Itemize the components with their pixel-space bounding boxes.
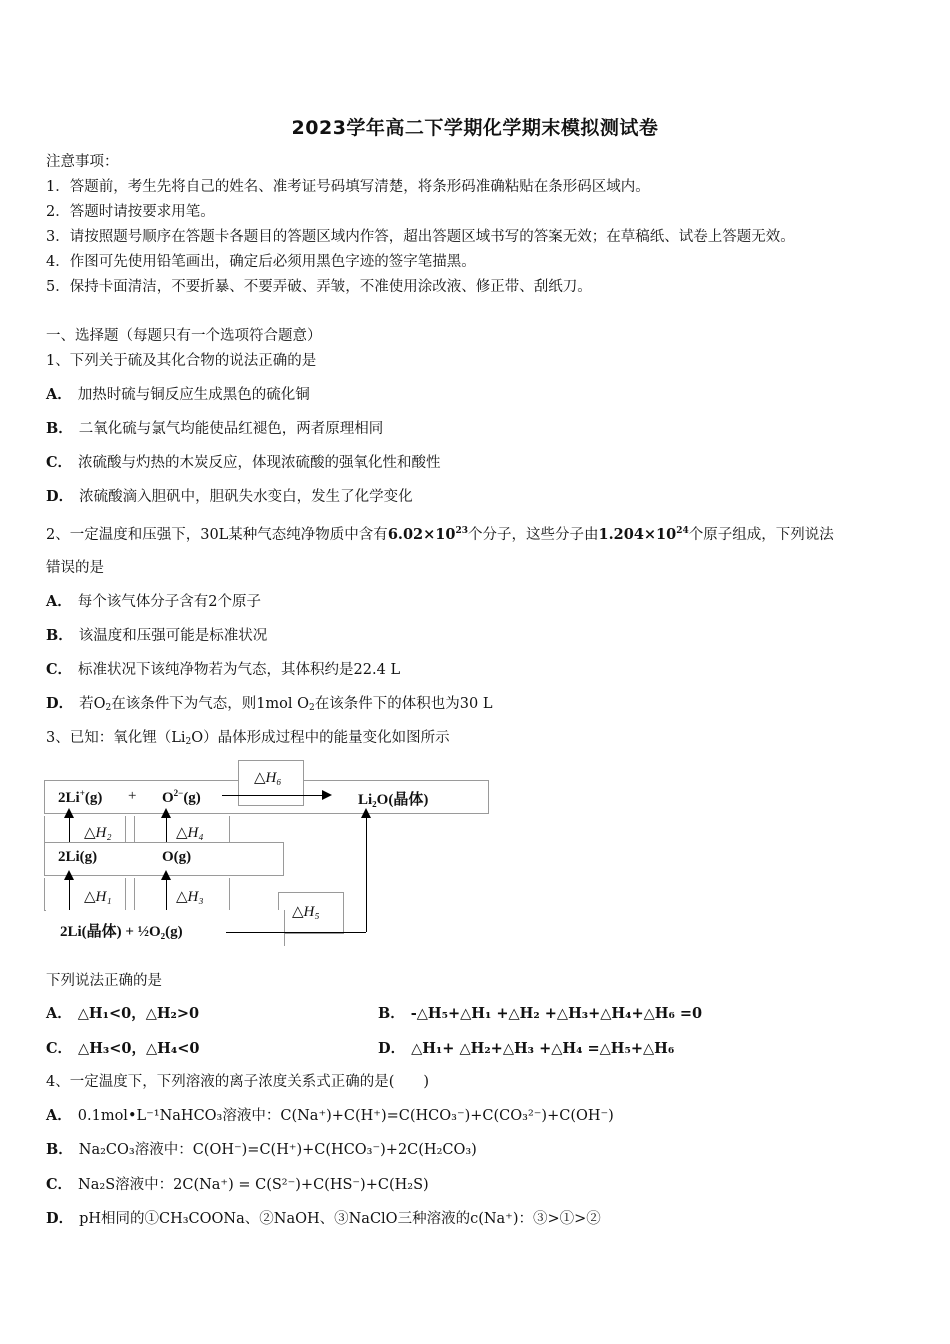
notice-item: 5．保持卡面清洁，不要折暴、不要弄破、弄皱，不准使用涂改液、修正带、刮纸刀。: [46, 279, 592, 295]
notice-item: 4．作图可先使用铅笔画出，确定后必须用黑色字迹的签字笔描黑。: [46, 254, 476, 270]
q1-option-c: C． 浓硫酸与灼热的木炭反应，体现浓硫酸的强氧化性和酸性: [46, 454, 441, 471]
q3-option-d: D． △H₁+ △H₂+△H₃ +△H₄ =△H₅+△H₆: [378, 1040, 675, 1057]
question-2-stem-cont: 错误的是: [46, 560, 104, 576]
q2-option-d: D． 若$O_2$在该条件下为气态，则1mol $O_2$在该条件下的体积也为30 L: [46, 695, 493, 713]
li-gas-label: 2Li(g): [58, 849, 98, 865]
notice-heading: 注意事项：: [46, 154, 119, 170]
notice-item: 2．答题时请按要求用笔。: [46, 204, 215, 220]
arrow-h4: [166, 810, 167, 842]
dh2-label: △H₂: [84, 825, 112, 841]
dh6-label: △H₆: [254, 770, 282, 786]
q3-option-c: C． △H₃<0，△H₄<0: [46, 1040, 200, 1057]
arrow-h5: [366, 810, 367, 932]
q2-option-c: C． 标准状况下该纯净物若为气态，其体积约是22.4 L: [46, 661, 401, 678]
q2-option-a: A． 每个该气体分子含有2个原子: [46, 593, 261, 610]
li2o-label: Li₂O(晶体): [358, 792, 429, 808]
li-ion-label: 2Li+(g): [58, 788, 103, 806]
question-4-stem: 4、一定温度下，下列溶液的离子浓度关系式正确的是( ): [46, 1074, 430, 1090]
h5-path-horizontal: [226, 932, 366, 933]
arrow-h2: [69, 810, 70, 842]
q3-option-b: B． -△H₅+△H₁ +△H₂ +△H₃+△H₄+△H₆ =0: [378, 1005, 703, 1022]
q3-option-a: A． △H₁<0，△H₂>0: [46, 1005, 200, 1022]
o-gas-label: O(g): [162, 849, 192, 865]
plus-sign: +: [128, 788, 137, 804]
arrow-h1: [69, 872, 70, 910]
dh4-label: △H₄: [176, 825, 204, 841]
notice-item: 1．答题前，考生先将自己的姓名、准考证号码填写清楚，将条形码准确粘贴在条形码区域内。: [46, 179, 650, 195]
dh3-label: △H₃: [176, 889, 204, 905]
dh5-label: △H₅: [292, 904, 320, 920]
q4-option-c: C． Na₂S溶液中：2C(Na⁺) = C(S²⁻)+C(HS⁻)+C(H₂S): [46, 1176, 429, 1193]
q2-option-b: B． 该温度和压强可能是标准状况: [46, 627, 268, 644]
q4-option-a: A． 0.1mol•L⁻¹NaHCO₃溶液中：C(Na⁺)+C(H⁺)=C(HCO₃⁻)+C(CO₃²⁻)+C(OH⁻): [46, 1107, 614, 1124]
question-2-stem: 2、一定温度和压强下，30L某种气态纯净物质中含有$6.02\times 10^{23}$个分子，这些分子由$1.204\times 10^{24}$个原子组成，下列说法: [46, 526, 834, 543]
question-3-stem: 3、已知：氧化锂$(Li_2O)$晶体形成过程中的能量变化如图所示: [46, 730, 450, 747]
question-1-stem: 1、下列关于硫及其化合物的说法正确的是: [46, 353, 317, 369]
dh1-label: △H₁: [84, 889, 112, 905]
notice-item: 3．请按照题号顺序在答题卡各题目的答题区域内作答，超出答题区域书写的答案无效；在草稿纸、试卷上答题无效。: [46, 229, 795, 245]
q1-option-d: D． 浓硫酸滴入胆矾中，胆矾失水变白，发生了化学变化: [46, 488, 413, 505]
bottom-state-label: 2Li(晶体) + ½O₂(g): [60, 924, 183, 940]
o-ion-label: $O^{2-}(g)$: [162, 788, 201, 806]
q4-option-d: D． pH相同的①CH₃COONa、②NaOH、③NaClO三种溶液的c(Na⁺)：③>①>②: [46, 1210, 601, 1227]
q1-option-b: B． 二氧化硫与氯气均能使品红褪色，两者原理相同: [46, 420, 384, 437]
page-title: 2023学年高二下学期化学期末模拟测试卷: [291, 117, 659, 139]
arrow-h3: [166, 872, 167, 910]
q4-option-b: B． Na₂CO₃溶液中：C(OH⁻)=C(H⁺)+C(HCO₃⁻)+2C(H₂CO₃): [46, 1141, 477, 1158]
energy-diagram: [44, 760, 494, 950]
section-heading: 一、选择题（每题只有一个选项符合题意）: [46, 328, 322, 344]
question-3-ask: 下列说法正确的是: [46, 973, 162, 989]
q1-option-a: A． 加热时硫与铜反应生成黑色的硫化铜: [46, 386, 310, 403]
arrow-h6: [222, 795, 330, 796]
